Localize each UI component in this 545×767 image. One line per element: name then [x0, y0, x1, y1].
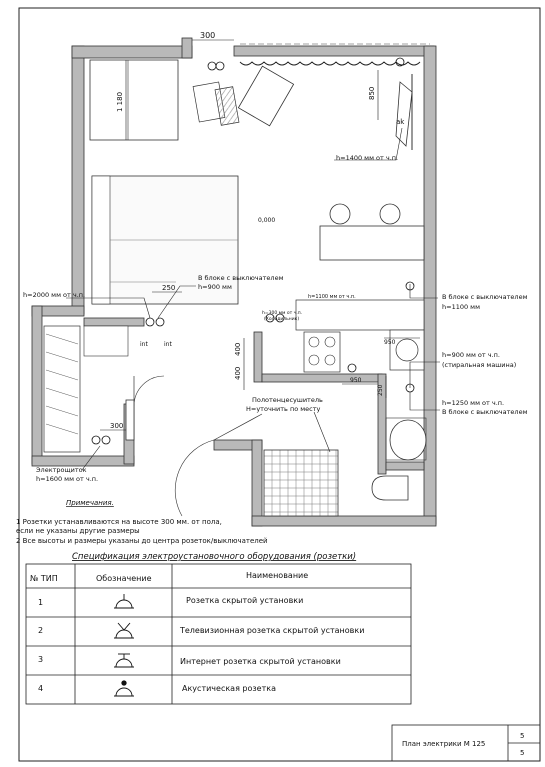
spec-row-2-num: 2: [38, 626, 44, 635]
spec-row-3-name: Интернет розетка скрытой установки: [180, 657, 341, 666]
wall-internal-2: [254, 332, 262, 382]
floor-plan: [32, 38, 440, 526]
label-h1250-a: h=1250 мм от ч.п.: [442, 399, 505, 407]
dim-right-height: 850: [368, 86, 376, 100]
sheet-count: 5: [520, 749, 525, 757]
note-line-2: если не указаны другие размеры: [16, 527, 140, 535]
room-area: 0,000: [258, 217, 276, 224]
dim-400a: 400: [234, 342, 242, 356]
dim-250: 250: [162, 284, 176, 292]
dim-400b: 400: [234, 366, 242, 380]
wardrobe: [90, 60, 178, 140]
keyboard: [215, 87, 239, 126]
label-block2-a: В блоке с выключателем: [442, 293, 528, 301]
cooktop: [304, 332, 340, 372]
dim-top-width: 300: [200, 31, 216, 40]
spec-row-1-num: 1: [38, 598, 44, 607]
wall-internal-5: [386, 462, 424, 470]
sink: [390, 420, 426, 460]
socket-icon: [114, 594, 134, 608]
label-int-2: int: [164, 341, 172, 348]
door-bath: [214, 414, 262, 440]
wall-internal-1: [84, 318, 144, 326]
label-block1-b: h=900 мм: [198, 283, 232, 291]
label-h900-b: (стиральная машина): [442, 361, 517, 369]
dim-950a: 950: [384, 339, 396, 346]
dim-300b: 300: [110, 422, 124, 430]
label-panel-a: Электрощиток: [36, 466, 87, 474]
chair-2: [380, 204, 400, 224]
acoustic-socket-icon: [114, 681, 134, 696]
wall-top-left: [72, 46, 192, 58]
label-fridge: (Холодильник): [264, 317, 300, 322]
internet-socket-icon: [114, 654, 134, 667]
shoe-cabinet: [84, 326, 128, 356]
wall-bottom-left: [32, 456, 134, 466]
wall-internal-3: [262, 374, 382, 382]
spec-row-3-num: 3: [38, 655, 44, 664]
kitchen-counter: [296, 300, 424, 330]
wall-left-upper: [72, 46, 84, 314]
armchair: [238, 66, 293, 126]
spec-title: Спецификация электроустановочного оборудования (розетки): [72, 552, 357, 562]
label-panel-b: h=1600 мм от ч.п.: [36, 475, 99, 483]
label-h1250-b: В блоке с выключателем: [442, 408, 528, 416]
wall-left-lower: [32, 306, 42, 464]
door-swing-1: [134, 376, 164, 406]
spec-row-4-num: 4: [38, 684, 44, 693]
label-towel-b: Н=уточнить по месту: [246, 405, 321, 413]
curtain-line: [240, 62, 420, 65]
spec-header-num: № ТИП: [30, 574, 58, 583]
notes-title: Примечания.: [66, 499, 114, 507]
spec-header-symbol: Обозначение: [96, 574, 152, 583]
wall-top-stub: [182, 38, 192, 58]
label-h1400: h=1400 мм от ч.п.: [336, 154, 399, 162]
tv-stand: [396, 82, 412, 146]
chair-1: [330, 204, 350, 224]
label-h900-a: h=900 мм от ч.п.: [442, 351, 500, 359]
spec-row-2-name: Телевизионная розетка скрытой установки: [180, 626, 365, 635]
dining-table: [320, 226, 424, 260]
ak-label: ak: [396, 118, 405, 126]
toilet: [372, 476, 408, 500]
sheet-number: 5: [520, 732, 525, 740]
washing-machine: [390, 330, 424, 370]
wall-top-right: [234, 46, 434, 56]
label-h2000: h=2000 мм от ч.п.: [23, 291, 86, 299]
label-h1100-note: h=1100 мм от ч.п.: [308, 294, 356, 300]
label-int-1: int: [140, 341, 148, 348]
label-block2-b: h=1100 мм: [442, 303, 480, 311]
dim-950b: 950: [350, 377, 362, 384]
wall-bottom: [252, 516, 436, 526]
electrical-panel: [126, 400, 134, 440]
label-towel-a: Полотенцесушитель: [252, 396, 323, 404]
tv-socket-icon: [114, 623, 134, 638]
dim-250b: 250: [377, 384, 384, 396]
note-line-3: 2 Все высоты и размеры указаны до центра розеток/выключателей: [16, 537, 268, 545]
spec-header-name: Наименование: [246, 571, 309, 580]
note-line-1: 1 Розетки устанавливаются на высоте 300 мм. от пола,: [16, 518, 222, 526]
label-h300-small: h=300 мм от ч.п.: [262, 311, 303, 316]
dim-left-height: 1 180: [116, 91, 124, 112]
spec-row-1-name: Розетка скрытой установки: [186, 596, 304, 605]
label-block1-a: В блоке с выключателем: [198, 274, 284, 282]
wall-bath-left: [252, 440, 262, 526]
spec-row-4-name: Акустическая розетка: [182, 684, 276, 693]
shower-tray: [264, 450, 338, 516]
drawing-title: План электрики М 125: [402, 740, 486, 748]
